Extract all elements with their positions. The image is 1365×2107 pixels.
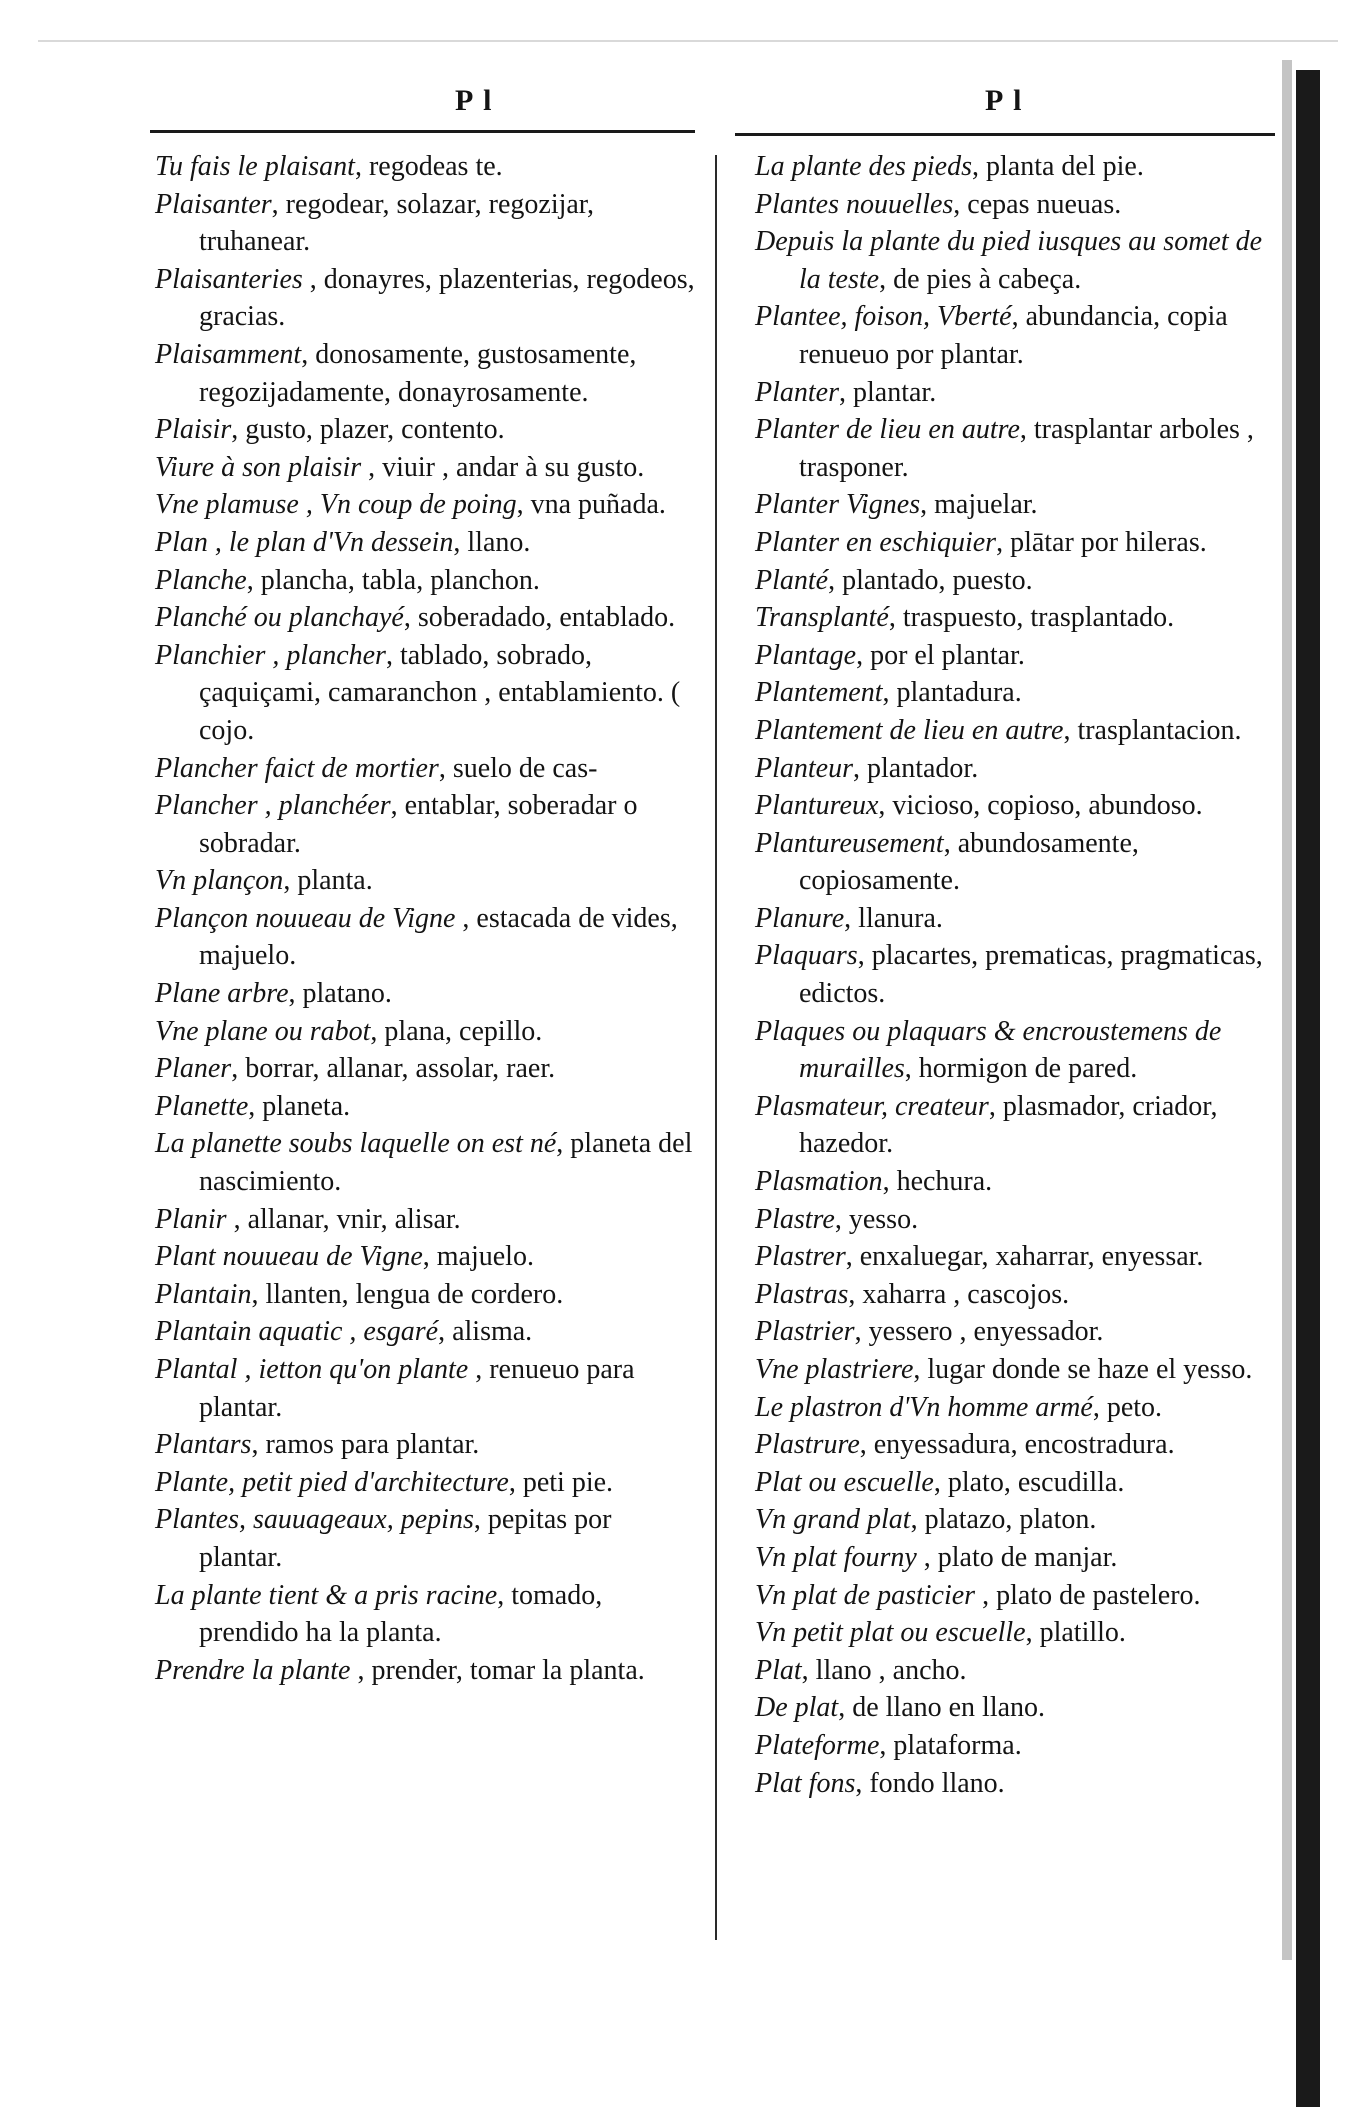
entry-definition: , abundosamente, copiosamente. bbox=[799, 827, 1139, 897]
entry-definition: , borrar, allanar, assolar, raer. bbox=[231, 1053, 556, 1085]
entry-definition: , lugar donde se haze el yesso. bbox=[913, 1354, 1253, 1385]
dictionary-entry bbox=[755, 1088, 1285, 1163]
dictionary-entry bbox=[755, 637, 1285, 675]
entry-definition: , peto. bbox=[1092, 1391, 1163, 1423]
entry-definition: , enxaluegar, xaharrar, enyessar. bbox=[845, 1241, 1204, 1273]
entry-definition: , donayres, plazenterias, regodeos, gracias. bbox=[199, 263, 695, 333]
entry-definition: , vna puñada. bbox=[516, 489, 666, 521]
entry-headword: Planter Vignes bbox=[755, 489, 921, 521]
entry-headword: Vn plat fourny bbox=[755, 1541, 917, 1573]
entry-headword: Plant nouueau de Vigne bbox=[155, 1241, 423, 1273]
entry-definition: , plana, cepillo. bbox=[370, 1015, 543, 1047]
header-rule-right bbox=[735, 133, 1275, 136]
dictionary-entry bbox=[755, 1464, 1285, 1502]
dictionary-entry bbox=[755, 937, 1285, 1012]
entry-definition: , de llano en llano. bbox=[838, 1692, 1046, 1724]
dictionary-entry bbox=[155, 900, 695, 975]
dictionary-entry bbox=[755, 1426, 1285, 1464]
entry-definition: , llano , ancho. bbox=[801, 1654, 967, 1686]
entry-definition: , alisma. bbox=[438, 1316, 533, 1348]
entry-definition: , plancha, tabla, planchon. bbox=[246, 564, 540, 596]
entry-definition: , planta. bbox=[283, 865, 373, 897]
entry-headword: De plat bbox=[755, 1692, 839, 1724]
entry-headword: Vne plamuse , Vn coup de poing bbox=[155, 489, 517, 521]
entry-definition: , pepitas por plantar. bbox=[199, 1504, 612, 1573]
entry-definition: , llanten, lengua de cordero. bbox=[251, 1278, 564, 1310]
entry-headword: Plastrier bbox=[755, 1316, 855, 1348]
entry-headword: Planchier , plancher bbox=[155, 639, 386, 671]
dictionary-entry bbox=[155, 1426, 695, 1464]
column-divider bbox=[715, 155, 717, 1940]
entry-headword: Vne plane ou rabot bbox=[155, 1015, 371, 1047]
entry-headword: Plantage bbox=[755, 639, 857, 671]
dictionary-entry bbox=[155, 449, 695, 487]
dictionary-entry bbox=[155, 1652, 695, 1690]
dictionary-entry bbox=[155, 1201, 695, 1239]
running-header-left: P l bbox=[455, 84, 494, 117]
dictionary-entry bbox=[755, 1539, 1285, 1577]
scan-shadow bbox=[38, 40, 1338, 42]
entry-headword: Planché ou planchayé bbox=[155, 602, 404, 634]
entry-definition: , hechura. bbox=[882, 1166, 993, 1198]
header-rule-left bbox=[150, 130, 695, 133]
entry-definition: , de pies à cabeça. bbox=[879, 263, 1082, 295]
dictionary-entry bbox=[155, 787, 695, 862]
entry-definition: , peti pie. bbox=[508, 1466, 614, 1498]
entry-definition: , planeta. bbox=[248, 1090, 351, 1122]
entry-definition: , allanar, vnir, alisar. bbox=[226, 1203, 461, 1235]
entry-definition: , planeta del nascimiento. bbox=[199, 1128, 693, 1198]
entry-headword: Plastrer bbox=[755, 1241, 846, 1273]
entry-headword: Plantain aquatic , esgaré bbox=[155, 1316, 439, 1348]
entry-headword: Plantain bbox=[155, 1278, 252, 1310]
entry-headword: Transplanté bbox=[755, 602, 889, 634]
dictionary-entry bbox=[755, 750, 1285, 788]
entry-headword: Plantars bbox=[155, 1429, 252, 1461]
dictionary-entry bbox=[755, 1201, 1285, 1239]
entry-definition: , enyessadura, encostradura. bbox=[859, 1429, 1175, 1461]
dictionary-entry bbox=[155, 750, 695, 788]
entry-definition: , trasplantar arboles , trasponer. bbox=[799, 414, 1254, 483]
dictionary-entry bbox=[155, 862, 695, 900]
entry-headword: Plastras bbox=[755, 1278, 849, 1310]
entry-headword: Plancher faict de mortier bbox=[155, 752, 439, 784]
dictionary-entry bbox=[155, 1125, 695, 1200]
entry-headword: Vn plançon bbox=[155, 865, 284, 897]
dictionary-entry bbox=[755, 1689, 1285, 1727]
dictionary-entry bbox=[155, 637, 695, 750]
dictionary-entry bbox=[755, 1276, 1285, 1314]
entry-definition: , plataforma. bbox=[879, 1729, 1022, 1761]
entry-headword: Plat ou escuelle bbox=[755, 1466, 934, 1498]
entry-definition: , xaharra , cascojos. bbox=[848, 1278, 1070, 1310]
entry-definition: , por el plantar. bbox=[856, 639, 1025, 671]
dictionary-entry bbox=[755, 148, 1285, 186]
entry-headword: Plateforme bbox=[755, 1729, 880, 1761]
entry-definition: , plantadura. bbox=[882, 677, 1022, 709]
dictionary-entry bbox=[155, 1501, 695, 1576]
entry-definition: , viuir , andar à su gusto. bbox=[361, 451, 645, 483]
entry-headword: La plante tient & a pris racine bbox=[155, 1579, 498, 1611]
entry-headword: Plaquars bbox=[755, 940, 858, 972]
entry-headword: Planir bbox=[155, 1203, 227, 1235]
entry-headword: Planette bbox=[155, 1090, 249, 1122]
dictionary-entry bbox=[755, 825, 1285, 900]
entry-definition: , llanura. bbox=[844, 902, 943, 934]
entry-definition: , tomado, prendido ha la planta. bbox=[199, 1579, 603, 1649]
entry-definition: , plato de pastelero. bbox=[975, 1579, 1201, 1611]
entry-headword: Plantes nouuelles bbox=[755, 188, 954, 220]
dictionary-entry bbox=[155, 975, 695, 1013]
entry-headword: Plaisanteries bbox=[155, 263, 303, 295]
entry-definition: , plantado, puesto. bbox=[828, 564, 1033, 596]
dictionary-entry bbox=[155, 562, 695, 600]
entry-definition: , majuelo. bbox=[422, 1241, 534, 1273]
entry-headword: Plancher , planchéer bbox=[155, 790, 391, 822]
dictionary-entry bbox=[155, 336, 695, 411]
dictionary-entry bbox=[155, 524, 695, 562]
entry-headword: Vn plat de pasticier bbox=[755, 1579, 976, 1611]
entry-headword: Planteur bbox=[755, 752, 853, 784]
dictionary-entry bbox=[155, 1276, 695, 1314]
entry-definition: , hormigon de pared. bbox=[904, 1053, 1138, 1085]
dictionary-entry bbox=[755, 787, 1285, 825]
entry-headword: Plantement bbox=[755, 677, 883, 709]
dictionary-entry bbox=[155, 1238, 695, 1276]
dictionary-entry bbox=[755, 1389, 1285, 1427]
entry-definition: , gusto, plazer, contento. bbox=[231, 414, 505, 446]
entry-definition: , regodeas te. bbox=[354, 151, 503, 182]
dictionary-entry bbox=[755, 1652, 1285, 1690]
entry-headword: Plaques ou plaquars & encroustemens de murailles bbox=[755, 1015, 1222, 1085]
dictionary-entry bbox=[755, 1614, 1285, 1652]
entry-headword: Plasmateur, createur bbox=[755, 1090, 989, 1122]
dictionary-entry bbox=[755, 298, 1285, 373]
entry-headword: Le plastron d'Vn homme armé bbox=[755, 1391, 1093, 1423]
dictionary-entry bbox=[755, 411, 1285, 486]
entry-headword: Planté bbox=[755, 564, 829, 596]
entry-definition: , regodear, solazar, regozijar, truhanear. bbox=[199, 188, 595, 258]
entry-definition: , platazo, platon. bbox=[910, 1504, 1097, 1536]
entry-definition: , plātar por hileras. bbox=[996, 526, 1207, 558]
dictionary-entry bbox=[755, 562, 1285, 600]
entry-definition: , donosamente, gustosamente, regozijadamente, donayrosamente. bbox=[199, 338, 637, 408]
left-column bbox=[155, 148, 695, 1689]
dictionary-entry bbox=[155, 411, 695, 449]
entry-headword: La plante des pieds bbox=[755, 151, 972, 182]
entry-headword: Plat fons bbox=[755, 1767, 856, 1799]
dictionary-entry bbox=[755, 712, 1285, 750]
entry-headword: Depuis la plante du pied iusques au somet de la teste bbox=[755, 226, 1263, 295]
entry-definition: , cepas nueuas. bbox=[953, 188, 1122, 220]
dictionary-entry bbox=[755, 1238, 1285, 1276]
entry-definition: , suelo de cas- bbox=[438, 752, 598, 784]
dictionary-entry bbox=[155, 186, 695, 261]
dictionary-entry bbox=[155, 148, 695, 186]
dictionary-entry bbox=[755, 1765, 1285, 1803]
entry-headword: Tu fais le plaisant bbox=[155, 151, 355, 182]
entry-definition: , majuelar. bbox=[920, 489, 1038, 521]
dictionary-entry bbox=[755, 374, 1285, 412]
entry-definition: , placartes, prematicas, pragmaticas, edictos. bbox=[799, 940, 1263, 1010]
entry-definition: , platillo. bbox=[1025, 1617, 1126, 1649]
dictionary-entry bbox=[755, 1313, 1285, 1351]
entry-definition: , plasmador, criador, hazedor. bbox=[799, 1090, 1218, 1160]
entry-headword: Plane arbre bbox=[155, 978, 289, 1010]
dictionary-entry bbox=[155, 1013, 695, 1051]
entry-definition: , entablar, soberadar o sobradar. bbox=[199, 790, 638, 859]
dictionary-entry bbox=[755, 223, 1285, 298]
entry-headword: Prendre la plante bbox=[155, 1654, 351, 1686]
entry-definition: , plantar. bbox=[839, 376, 937, 408]
dictionary-entry bbox=[755, 1163, 1285, 1201]
entry-headword: Planter bbox=[755, 376, 839, 408]
entry-definition: , ramos para plantar. bbox=[251, 1429, 480, 1461]
dictionary-entry bbox=[755, 599, 1285, 637]
entry-definition: , estacada de vides, majuelo. bbox=[199, 902, 678, 972]
entry-definition: , plantador. bbox=[853, 752, 979, 784]
dictionary-entry bbox=[155, 1088, 695, 1126]
entry-definition: , renueuo para plantar. bbox=[199, 1354, 635, 1423]
entry-headword: Planer bbox=[155, 1053, 232, 1085]
dictionary-entry bbox=[755, 186, 1285, 224]
dictionary-entry bbox=[755, 900, 1285, 938]
right-column bbox=[755, 148, 1285, 1802]
entry-definition: , tablado, sobrado, çaquiçami, camaranchon , entablamiento. ( cojo. bbox=[199, 639, 681, 746]
entry-headword: Plasmation bbox=[755, 1166, 883, 1198]
entry-definition: , trasplantacion. bbox=[1063, 714, 1242, 746]
entry-definition: , vicioso, copioso, abundoso. bbox=[878, 790, 1203, 822]
entry-headword: Plantal , ietton qu'on plante bbox=[155, 1354, 469, 1385]
entry-definition: , llano. bbox=[453, 526, 531, 558]
entry-headword: Plastre bbox=[755, 1203, 835, 1235]
dictionary-entry bbox=[155, 486, 695, 524]
entry-definition: , yessero , enyessador. bbox=[854, 1316, 1104, 1348]
dictionary-entry bbox=[755, 1577, 1285, 1615]
dictionary-entry bbox=[155, 1313, 695, 1351]
entry-headword: Plantureusement bbox=[755, 827, 944, 859]
entry-headword: Vn petit plat ou escuelle bbox=[755, 1617, 1026, 1649]
dictionary-entry bbox=[155, 1577, 695, 1652]
dictionary-entry bbox=[755, 1727, 1285, 1765]
entry-definition: , plato de manjar. bbox=[916, 1541, 1118, 1573]
entry-headword: Planter de lieu en autre bbox=[755, 414, 1020, 446]
entry-headword: Plaisamment bbox=[155, 338, 302, 370]
entry-headword: Plastrure bbox=[755, 1429, 860, 1461]
entry-definition: , abundancia, copia renueuo por plantar. bbox=[799, 301, 1228, 370]
entry-definition: , fondo llano. bbox=[855, 1767, 1005, 1799]
dictionary-entry bbox=[155, 599, 695, 637]
dictionary-entry bbox=[755, 674, 1285, 712]
entry-headword: Planter en eschiquier bbox=[755, 526, 997, 558]
dictionary-entry bbox=[755, 486, 1285, 524]
entry-definition: , prender, tomar la planta. bbox=[350, 1654, 645, 1686]
entry-headword: Planure bbox=[755, 902, 845, 934]
entry-definition: , plato, escudilla. bbox=[933, 1466, 1125, 1498]
entry-headword: Vn grand plat bbox=[755, 1504, 911, 1536]
dictionary-entry bbox=[155, 1464, 695, 1502]
entry-headword: La planette soubs laquelle on est né bbox=[155, 1128, 557, 1160]
entry-headword: Plante, petit pied d'architecture bbox=[155, 1466, 509, 1498]
entry-definition: , soberadado, entablado. bbox=[403, 602, 676, 634]
entry-definition: , platano. bbox=[288, 978, 392, 1010]
entry-headword: Plançon nouueau de Vigne bbox=[155, 902, 456, 934]
entry-headword: Plaisir bbox=[155, 414, 232, 446]
entry-headword: Plantureux bbox=[755, 790, 879, 822]
dictionary-entry bbox=[755, 1351, 1285, 1389]
entry-headword: Plantee, foison, Vberté bbox=[755, 301, 1012, 333]
dictionary-entry bbox=[155, 1351, 695, 1426]
entry-headword: Viure à son plaisir bbox=[155, 451, 362, 483]
entry-definition: , planta del pie. bbox=[972, 151, 1144, 182]
page-edge bbox=[1296, 70, 1320, 2107]
dictionary-entry bbox=[755, 1013, 1285, 1088]
running-header-right: P l bbox=[985, 84, 1024, 117]
entry-headword: Plat bbox=[755, 1654, 802, 1686]
dictionary-entry bbox=[755, 524, 1285, 562]
entry-headword: Plaisanter bbox=[155, 188, 272, 220]
entry-headword: Plan , le plan d'Vn dessein bbox=[155, 526, 454, 558]
entry-definition: , yesso. bbox=[834, 1203, 919, 1235]
entry-headword: Vne plastriere bbox=[755, 1354, 914, 1385]
dictionary-entry bbox=[755, 1501, 1285, 1539]
dictionary-entry bbox=[155, 261, 695, 336]
dictionary-entry bbox=[155, 1050, 695, 1088]
entry-headword: Plantes, sauuageaux, pepins bbox=[155, 1504, 474, 1536]
entry-headword: Planche bbox=[155, 564, 247, 596]
entry-definition: , traspuesto, trasplantado. bbox=[888, 602, 1175, 634]
entry-headword: Plantement de lieu en autre bbox=[755, 714, 1064, 746]
